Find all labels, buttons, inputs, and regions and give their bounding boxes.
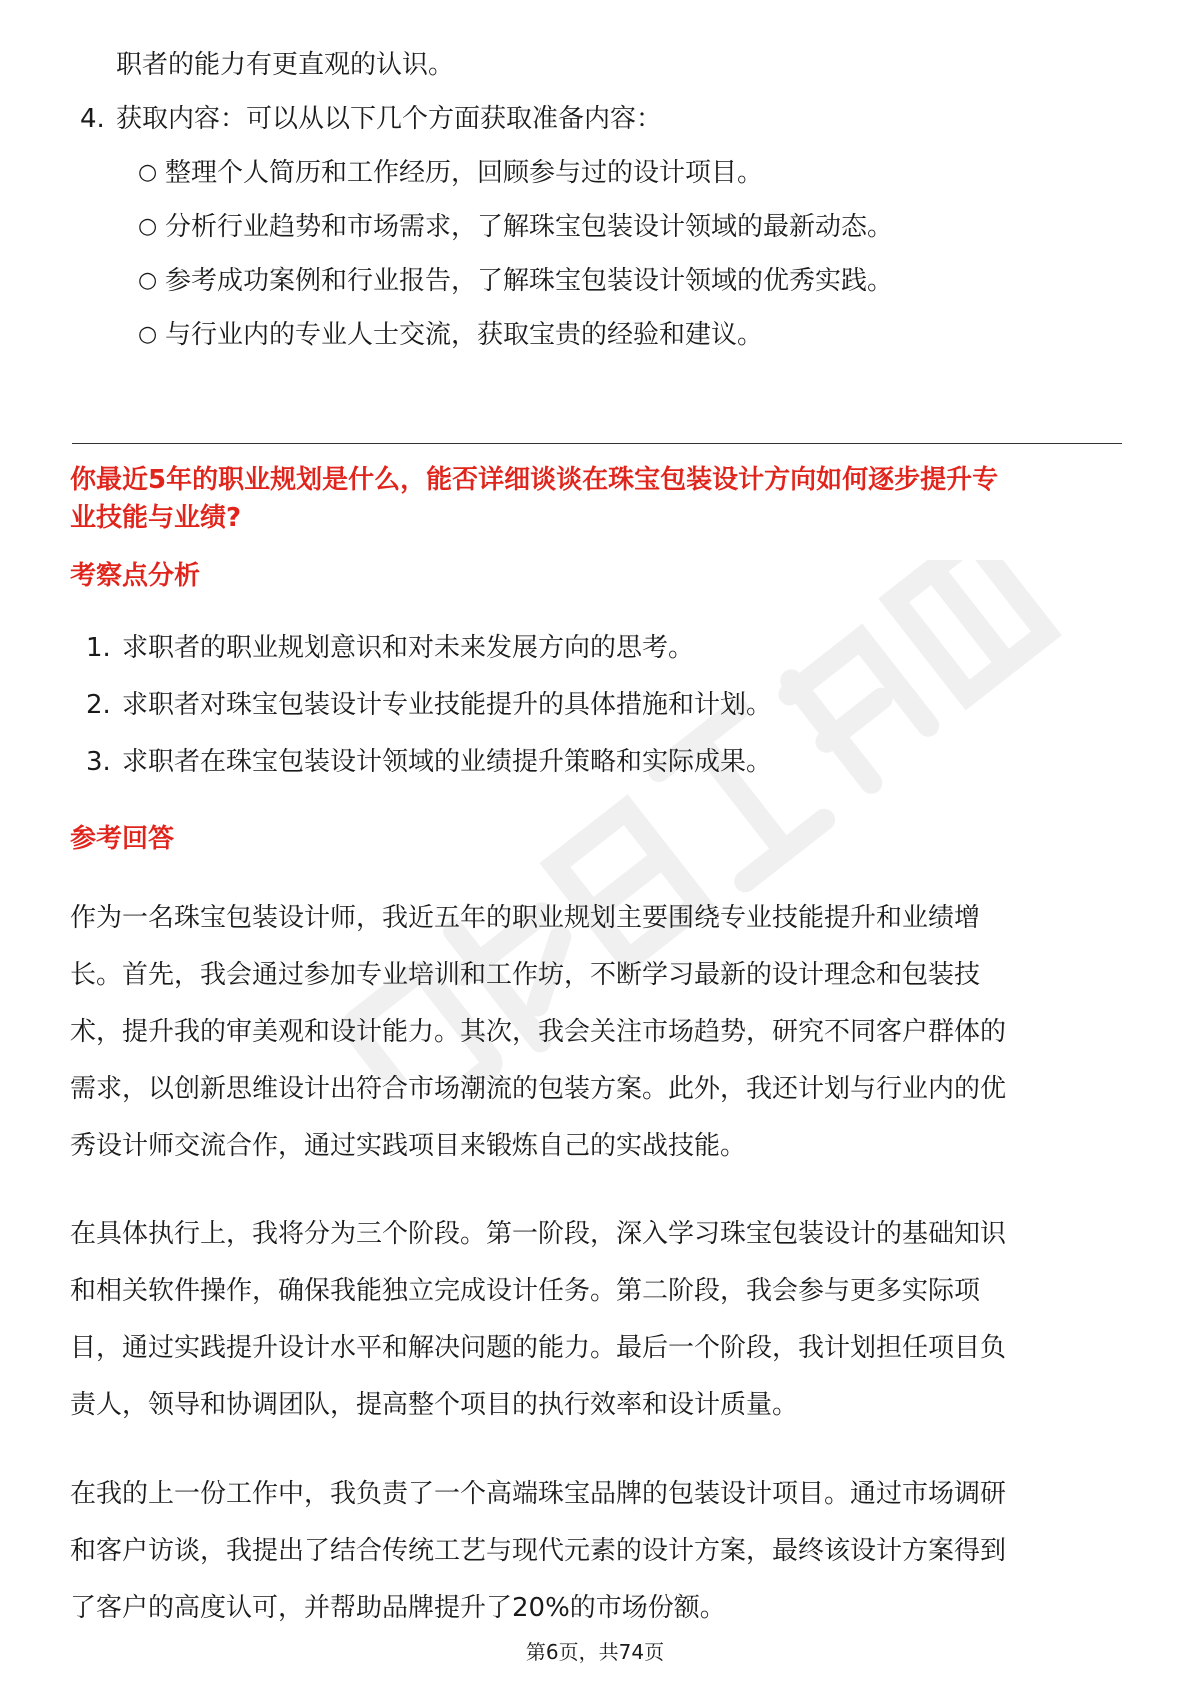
analysis-item (86, 744, 772, 780)
analysis-item-text: 求职者的职业规划意识和对未来发展方向的思考。 (122, 633, 695, 663)
sub-list-item: 整理个人简历和工作经历，回顾参与过的设计项目。 (165, 158, 764, 188)
answer-paragraph-2-line: 在具体执行上，我将分为三个阶段。第一阶段，深入学习珠宝包装设计的基础知识 (70, 1219, 1007, 1249)
answer-paragraph-3-line: 了客户的高度认可，并帮助品牌提升了20%的市场份额。 (70, 1593, 726, 1623)
answer-paragraph-2-line: 责人，领导和协调团队，提高整个项目的执行效率和设计质量。 (70, 1390, 799, 1420)
circle-bullet-icon: ○ (138, 160, 158, 185)
answer-paragraph-1-line: 长。首先，我会通过参加专业培训和工作坊，不断学习最新的设计理念和包装技 (70, 960, 981, 990)
list-number: 1. (86, 633, 111, 663)
list-number: 3. (86, 747, 111, 777)
section-divider (72, 443, 1122, 444)
answer-paragraph-2-line: 和相关软件操作，确保我能独立完成设计任务。第二阶段，我会参与更多实际项 (70, 1276, 981, 1306)
analysis-heading: 考察点分析 (70, 561, 201, 591)
circle-bullet-icon: ○ (138, 322, 158, 347)
sub-list-item: 参考成功案例和行业报告，了解珠宝包装设计领域的优秀实践。 (165, 266, 894, 296)
list-item-text: 获取内容：可以从以下几个方面获取准备内容： (116, 104, 663, 134)
answer-paragraph-1-line: 需求，以创新思维设计出符合市场潮流的包装方案。此外，我还计划与行业内的优 (70, 1074, 1007, 1104)
analysis-item (86, 687, 772, 723)
sub-list-item: 与行业内的专业人士交流，获取宝贵的经验和建议。 (165, 320, 764, 350)
sub-list-item: 分析行业趋势和市场需求，了解珠宝包装设计领域的最新动态。 (165, 212, 894, 242)
answer-paragraph-1-line: 秀设计师交流合作，通过实践项目来锻炼自己的实战技能。 (70, 1131, 747, 1161)
list-item-4 (80, 101, 662, 137)
answer-paragraph-1-line: 作为一名珠宝包装设计师，我近五年的职业规划主要围绕专业技能提升和业绩增 (70, 903, 981, 933)
answer-heading: 参考回答 (70, 824, 175, 854)
page-number: 第6页，共74页 (525, 1640, 665, 1664)
analysis-item (86, 630, 694, 666)
list-number: 2. (86, 690, 111, 720)
answer-paragraph-3-line: 在我的上一份工作中，我负责了一个高端珠宝品牌的包装设计项目。通过市场调研 (70, 1479, 1007, 1509)
circle-bullet-icon: ○ (138, 268, 158, 293)
answer-paragraph-2-line: 目，通过实践提升设计水平和解决问题的能力。最后一个阶段，我计划担任项目负 (70, 1333, 1007, 1363)
question-heading-line-1: 你最近5年的职业规划是什么，能否详细谈谈在珠宝包装设计方向如何逐步提升专 (70, 465, 999, 495)
circle-bullet-icon: ○ (138, 214, 158, 239)
list-item-3-continuation: 职者的能力有更直观的认识。 (116, 50, 455, 80)
analysis-item-text: 求职者在珠宝包装设计领域的业绩提升策略和实际成果。 (122, 747, 773, 777)
answer-paragraph-1-line: 术，提升我的审美观和设计能力。其次，我会关注市场趋势，研究不同客户群体的 (70, 1017, 1007, 1047)
list-number: 4. (80, 104, 105, 134)
answer-paragraph-3-line: 和客户访谈，我提出了结合传统工艺与现代元素的设计方案，最终该设计方案得到 (70, 1536, 1007, 1566)
question-heading-line-2: 业技能与业绩? (70, 503, 242, 533)
analysis-item-text: 求职者对珠宝包装设计专业技能提升的具体措施和计划。 (122, 690, 773, 720)
